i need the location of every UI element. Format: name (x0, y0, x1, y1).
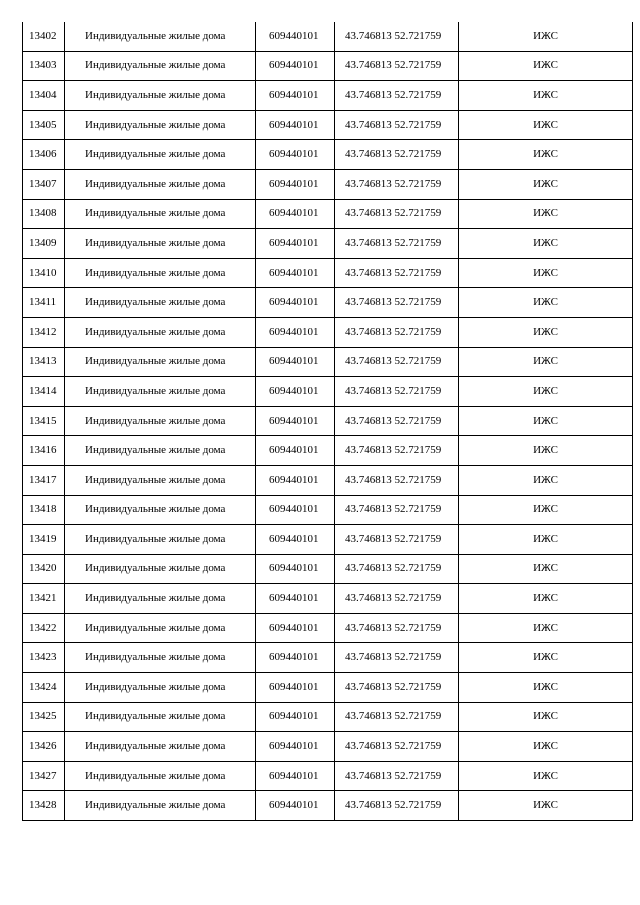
object-type-cell: Индивидуальные жилые дома (65, 732, 256, 762)
table-row (23, 258, 633, 288)
table-row (23, 22, 633, 51)
territory-code-cell: 609440101 (256, 465, 335, 495)
coordinates-cell: 43.746813 52.721759 (335, 347, 459, 377)
object-type-cell: Индивидуальные жилые дома (65, 554, 256, 584)
coordinates-cell: 43.746813 52.721759 (335, 613, 459, 643)
record-number-cell: 13411 (23, 288, 65, 318)
table-row (23, 525, 633, 555)
object-type-cell: Индивидуальные жилые дома (65, 110, 256, 140)
table-row (23, 791, 633, 821)
record-number-cell: 13423 (23, 643, 65, 673)
category-cell: ИЖС (459, 81, 633, 111)
category-cell: ИЖС (459, 22, 633, 51)
category-cell: ИЖС (459, 673, 633, 703)
record-number-cell: 13410 (23, 258, 65, 288)
object-type-cell: Индивидуальные жилые дома (65, 702, 256, 732)
territory-code-cell: 609440101 (256, 22, 335, 51)
record-number-cell: 13416 (23, 436, 65, 466)
object-type-cell: Индивидуальные жилые дома (65, 199, 256, 229)
coordinates-cell: 43.746813 52.721759 (335, 199, 459, 229)
object-type-cell: Индивидуальные жилые дома (65, 377, 256, 407)
object-type-cell: Индивидуальные жилые дома (65, 81, 256, 111)
coordinates-cell: 43.746813 52.721759 (335, 673, 459, 703)
territory-code-cell: 609440101 (256, 643, 335, 673)
territory-code-cell: 609440101 (256, 761, 335, 791)
table-row (23, 732, 633, 762)
territory-code-cell: 609440101 (256, 110, 335, 140)
record-number-cell: 13405 (23, 110, 65, 140)
table-row (23, 702, 633, 732)
territory-code-cell: 609440101 (256, 347, 335, 377)
object-type-cell: Индивидуальные жилые дома (65, 436, 256, 466)
record-number-cell: 13425 (23, 702, 65, 732)
coordinates-cell: 43.746813 52.721759 (335, 465, 459, 495)
coordinates-cell: 43.746813 52.721759 (335, 732, 459, 762)
registry-table-body (23, 22, 633, 821)
table-row (23, 81, 633, 111)
table-row (23, 110, 633, 140)
territory-code-cell: 609440101 (256, 406, 335, 436)
record-number-cell: 13427 (23, 761, 65, 791)
category-cell: ИЖС (459, 791, 633, 821)
object-type-cell: Индивидуальные жилые дома (65, 791, 256, 821)
coordinates-cell: 43.746813 52.721759 (335, 140, 459, 170)
coordinates-cell: 43.746813 52.721759 (335, 584, 459, 614)
territory-code-cell: 609440101 (256, 613, 335, 643)
table-row (23, 199, 633, 229)
category-cell: ИЖС (459, 761, 633, 791)
object-type-cell: Индивидуальные жилые дома (65, 258, 256, 288)
record-number-cell: 13413 (23, 347, 65, 377)
coordinates-cell: 43.746813 52.721759 (335, 229, 459, 259)
record-number-cell: 13419 (23, 525, 65, 555)
category-cell: ИЖС (459, 613, 633, 643)
category-cell: ИЖС (459, 347, 633, 377)
territory-code-cell: 609440101 (256, 258, 335, 288)
object-type-cell: Индивидуальные жилые дома (65, 406, 256, 436)
table-row (23, 554, 633, 584)
table-row (23, 169, 633, 199)
coordinates-cell: 43.746813 52.721759 (335, 22, 459, 51)
category-cell: ИЖС (459, 525, 633, 555)
record-number-cell: 13406 (23, 140, 65, 170)
record-number-cell: 13420 (23, 554, 65, 584)
territory-code-cell: 609440101 (256, 377, 335, 407)
record-number-cell: 13414 (23, 377, 65, 407)
table-row (23, 643, 633, 673)
coordinates-cell: 43.746813 52.721759 (335, 81, 459, 111)
record-number-cell: 13404 (23, 81, 65, 111)
territory-code-cell: 609440101 (256, 673, 335, 703)
table-row (23, 140, 633, 170)
category-cell: ИЖС (459, 584, 633, 614)
category-cell: ИЖС (459, 406, 633, 436)
registry-table (22, 22, 633, 821)
table-row (23, 288, 633, 318)
object-type-cell: Индивидуальные жилые дома (65, 229, 256, 259)
coordinates-cell: 43.746813 52.721759 (335, 525, 459, 555)
coordinates-cell: 43.746813 52.721759 (335, 377, 459, 407)
record-number-cell: 13418 (23, 495, 65, 525)
table-row (23, 673, 633, 703)
coordinates-cell: 43.746813 52.721759 (335, 110, 459, 140)
category-cell: ИЖС (459, 732, 633, 762)
category-cell: ИЖС (459, 229, 633, 259)
territory-code-cell: 609440101 (256, 288, 335, 318)
table-row (23, 613, 633, 643)
object-type-cell: Индивидуальные жилые дома (65, 495, 256, 525)
object-type-cell: Индивидуальные жилые дома (65, 288, 256, 318)
territory-code-cell: 609440101 (256, 199, 335, 229)
object-type-cell: Индивидуальные жилые дома (65, 169, 256, 199)
coordinates-cell: 43.746813 52.721759 (335, 258, 459, 288)
category-cell: ИЖС (459, 702, 633, 732)
territory-code-cell: 609440101 (256, 584, 335, 614)
record-number-cell: 13421 (23, 584, 65, 614)
territory-code-cell: 609440101 (256, 169, 335, 199)
coordinates-cell: 43.746813 52.721759 (335, 406, 459, 436)
table-row (23, 465, 633, 495)
territory-code-cell: 609440101 (256, 81, 335, 111)
object-type-cell: Индивидуальные жилые дома (65, 761, 256, 791)
object-type-cell: Индивидуальные жилые дома (65, 22, 256, 51)
table-row (23, 317, 633, 347)
record-number-cell: 13407 (23, 169, 65, 199)
record-number-cell: 13408 (23, 199, 65, 229)
object-type-cell: Индивидуальные жилые дома (65, 643, 256, 673)
territory-code-cell: 609440101 (256, 495, 335, 525)
coordinates-cell: 43.746813 52.721759 (335, 643, 459, 673)
record-number-cell: 13415 (23, 406, 65, 436)
object-type-cell: Индивидуальные жилые дома (65, 613, 256, 643)
category-cell: ИЖС (459, 643, 633, 673)
coordinates-cell: 43.746813 52.721759 (335, 317, 459, 347)
category-cell: ИЖС (459, 495, 633, 525)
coordinates-cell: 43.746813 52.721759 (335, 702, 459, 732)
object-type-cell: Индивидуальные жилые дома (65, 317, 256, 347)
coordinates-cell: 43.746813 52.721759 (335, 169, 459, 199)
coordinates-cell: 43.746813 52.721759 (335, 436, 459, 466)
object-type-cell: Индивидуальные жилые дома (65, 465, 256, 495)
table-row (23, 761, 633, 791)
category-cell: ИЖС (459, 554, 633, 584)
territory-code-cell: 609440101 (256, 702, 335, 732)
object-type-cell: Индивидуальные жилые дома (65, 140, 256, 170)
record-number-cell: 13403 (23, 51, 65, 81)
object-type-cell: Индивидуальные жилые дома (65, 673, 256, 703)
coordinates-cell: 43.746813 52.721759 (335, 288, 459, 318)
category-cell: ИЖС (459, 465, 633, 495)
territory-code-cell: 609440101 (256, 554, 335, 584)
table-row (23, 229, 633, 259)
record-number-cell: 13402 (23, 22, 65, 51)
coordinates-cell: 43.746813 52.721759 (335, 495, 459, 525)
category-cell: ИЖС (459, 140, 633, 170)
table-row (23, 584, 633, 614)
table-row (23, 436, 633, 466)
territory-code-cell: 609440101 (256, 791, 335, 821)
coordinates-cell: 43.746813 52.721759 (335, 51, 459, 81)
category-cell: ИЖС (459, 169, 633, 199)
object-type-cell: Индивидуальные жилые дома (65, 51, 256, 81)
territory-code-cell: 609440101 (256, 732, 335, 762)
record-number-cell: 13426 (23, 732, 65, 762)
territory-code-cell: 609440101 (256, 51, 335, 81)
record-number-cell: 13424 (23, 673, 65, 703)
coordinates-cell: 43.746813 52.721759 (335, 761, 459, 791)
table-row (23, 495, 633, 525)
category-cell: ИЖС (459, 199, 633, 229)
category-cell: ИЖС (459, 288, 633, 318)
record-number-cell: 13412 (23, 317, 65, 347)
territory-code-cell: 609440101 (256, 317, 335, 347)
table-row (23, 51, 633, 81)
coordinates-cell: 43.746813 52.721759 (335, 554, 459, 584)
category-cell: ИЖС (459, 110, 633, 140)
territory-code-cell: 609440101 (256, 229, 335, 259)
table-row (23, 377, 633, 407)
record-number-cell: 13409 (23, 229, 65, 259)
record-number-cell: 13428 (23, 791, 65, 821)
record-number-cell: 13417 (23, 465, 65, 495)
category-cell: ИЖС (459, 377, 633, 407)
object-type-cell: Индивидуальные жилые дома (65, 347, 256, 377)
category-cell: ИЖС (459, 51, 633, 81)
object-type-cell: Индивидуальные жилые дома (65, 584, 256, 614)
category-cell: ИЖС (459, 317, 633, 347)
territory-code-cell: 609440101 (256, 140, 335, 170)
territory-code-cell: 609440101 (256, 436, 335, 466)
table-row (23, 406, 633, 436)
territory-code-cell: 609440101 (256, 525, 335, 555)
object-type-cell: Индивидуальные жилые дома (65, 525, 256, 555)
category-cell: ИЖС (459, 258, 633, 288)
record-number-cell: 13422 (23, 613, 65, 643)
category-cell: ИЖС (459, 436, 633, 466)
table-row (23, 347, 633, 377)
coordinates-cell: 43.746813 52.721759 (335, 791, 459, 821)
